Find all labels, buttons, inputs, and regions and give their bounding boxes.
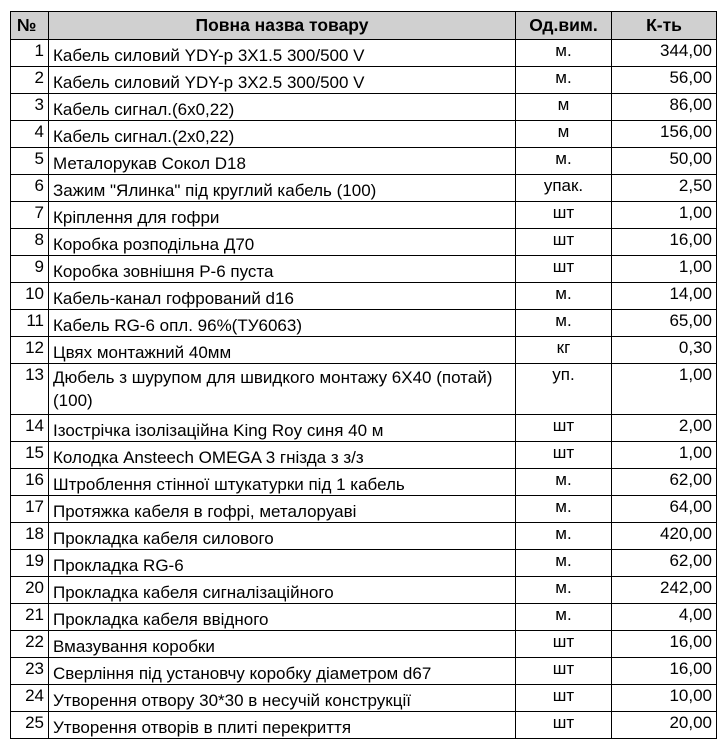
table-row xyxy=(11,94,717,121)
item-quantity: 4,00 xyxy=(612,604,717,631)
table-row xyxy=(11,523,717,550)
item-quantity: 64,00 xyxy=(612,496,717,523)
item-unit: м. xyxy=(516,283,612,310)
item-quantity: 14,00 xyxy=(612,283,717,310)
item-name: Прокладка кабеля ввідного xyxy=(49,604,516,631)
item-unit: шт xyxy=(516,415,612,442)
item-unit: шт xyxy=(516,712,612,739)
row-number: 22 xyxy=(11,631,49,658)
row-number: 14 xyxy=(11,415,49,442)
table-row xyxy=(11,310,717,337)
table-row xyxy=(11,604,717,631)
item-name: Кабель RG-6 опл. 96%(ТУ6063) xyxy=(49,310,516,337)
item-quantity: 344,00 xyxy=(612,40,717,67)
row-number: 9 xyxy=(11,256,49,283)
item-name: Кабель сигнал.(6х0,22) xyxy=(49,94,516,121)
item-quantity: 0,30 xyxy=(612,337,717,364)
item-unit: шт xyxy=(516,229,612,256)
item-name: Утворення отворів в плиті перекриття xyxy=(49,712,516,739)
item-quantity: 1,00 xyxy=(612,256,717,283)
table-row xyxy=(11,496,717,523)
item-unit: м. xyxy=(516,550,612,577)
row-number: 18 xyxy=(11,523,49,550)
item-name: Протяжка кабеля в гофрі, металоруаві xyxy=(49,496,516,523)
table-row xyxy=(11,67,717,94)
item-unit: шт xyxy=(516,442,612,469)
row-number: 19 xyxy=(11,550,49,577)
item-name: Кріплення для гофри xyxy=(49,202,516,229)
row-number: 21 xyxy=(11,604,49,631)
row-number: 6 xyxy=(11,175,49,202)
row-number: 16 xyxy=(11,469,49,496)
item-unit: упак. xyxy=(516,175,612,202)
item-quantity: 2,50 xyxy=(612,175,717,202)
item-quantity: 62,00 xyxy=(612,550,717,577)
table-row xyxy=(11,685,717,712)
item-name: Прокладка кабеля силового xyxy=(49,523,516,550)
row-number: 15 xyxy=(11,442,49,469)
row-number: 13 xyxy=(11,364,49,415)
table-row xyxy=(11,121,717,148)
item-name: Кабель силовий YDY-p 3X1.5 300/500 V xyxy=(49,40,516,67)
item-name: Колодка Ansteech OMEGA 3 гнізда з з/з xyxy=(49,442,516,469)
table-row xyxy=(11,550,717,577)
row-number: 7 xyxy=(11,202,49,229)
item-name: Прокладка RG-6 xyxy=(49,550,516,577)
item-quantity: 1,00 xyxy=(612,442,717,469)
table-row xyxy=(11,577,717,604)
header-name: Повна назва товару xyxy=(49,12,516,40)
table-row xyxy=(11,40,717,67)
item-quantity: 20,00 xyxy=(612,712,717,739)
table-row xyxy=(11,469,717,496)
table-row xyxy=(11,229,717,256)
item-unit: шт xyxy=(516,202,612,229)
item-quantity: 56,00 xyxy=(612,67,717,94)
item-quantity: 65,00 xyxy=(612,310,717,337)
item-unit: шт xyxy=(516,685,612,712)
item-unit: м. xyxy=(516,469,612,496)
item-unit: шт xyxy=(516,256,612,283)
table-row xyxy=(11,658,717,685)
header-num: № xyxy=(11,12,49,40)
item-quantity: 62,00 xyxy=(612,469,717,496)
item-unit: уп. xyxy=(516,364,612,415)
header-row xyxy=(11,12,717,40)
item-name: Цвях монтажний 40мм xyxy=(49,337,516,364)
item-unit: м. xyxy=(516,496,612,523)
item-name: Вмазування коробки xyxy=(49,631,516,658)
table-row xyxy=(11,148,717,175)
row-number: 2 xyxy=(11,67,49,94)
item-name: Коробка зовнішня Р-6 пуста xyxy=(49,256,516,283)
item-unit: шт xyxy=(516,658,612,685)
header-unit: Од.вим. xyxy=(516,12,612,40)
item-unit: м. xyxy=(516,523,612,550)
row-number: 20 xyxy=(11,577,49,604)
item-name: Металорукав Сокол D18 xyxy=(49,148,516,175)
item-name: Штроблення стінної штукатурки під 1 кабель xyxy=(49,469,516,496)
goods-table xyxy=(10,11,717,739)
item-unit: м. xyxy=(516,604,612,631)
item-unit: м. xyxy=(516,148,612,175)
item-name: Зажим "Ялинка" під круглий кабель (100) xyxy=(49,175,516,202)
row-number: 11 xyxy=(11,310,49,337)
item-quantity: 156,00 xyxy=(612,121,717,148)
row-number: 3 xyxy=(11,94,49,121)
item-quantity: 86,00 xyxy=(612,94,717,121)
item-unit: м xyxy=(516,121,612,148)
row-number: 4 xyxy=(11,121,49,148)
item-name: Сверління під установчу коробку діаметром d67 xyxy=(49,658,516,685)
item-name: Кабель силовий YDY-p 3X2.5 300/500 V xyxy=(49,67,516,94)
item-name: Дюбель з шурупом для швидкого монтажу 6X40 (потай) (100) xyxy=(49,364,516,415)
item-unit: м. xyxy=(516,67,612,94)
item-name: Ізострічка ізолізаційна King Roy синя 40 м xyxy=(49,415,516,442)
table-row xyxy=(11,631,717,658)
row-number: 1 xyxy=(11,40,49,67)
item-quantity: 16,00 xyxy=(612,658,717,685)
item-quantity: 10,00 xyxy=(612,685,717,712)
item-quantity: 1,00 xyxy=(612,364,717,415)
item-unit: м xyxy=(516,94,612,121)
item-unit: кг xyxy=(516,337,612,364)
header-qty: К-ть xyxy=(612,12,717,40)
item-quantity: 242,00 xyxy=(612,577,717,604)
item-quantity: 16,00 xyxy=(612,631,717,658)
table-row xyxy=(11,175,717,202)
item-quantity: 1,00 xyxy=(612,202,717,229)
item-quantity: 50,00 xyxy=(612,148,717,175)
table-row xyxy=(11,256,717,283)
item-name: Кабель-канал гофрований d16 xyxy=(49,283,516,310)
table-row xyxy=(11,337,717,364)
item-unit: м. xyxy=(516,577,612,604)
table-row xyxy=(11,283,717,310)
table-row xyxy=(11,442,717,469)
row-number: 5 xyxy=(11,148,49,175)
item-name: Утворення отвору 30*30 в несучій конструкції xyxy=(49,685,516,712)
row-number: 12 xyxy=(11,337,49,364)
item-unit: м. xyxy=(516,40,612,67)
row-number: 25 xyxy=(11,712,49,739)
row-number: 23 xyxy=(11,658,49,685)
table-row xyxy=(11,712,717,739)
table-row xyxy=(11,364,717,415)
item-name: Коробка розподільна Д70 xyxy=(49,229,516,256)
item-quantity: 420,00 xyxy=(612,523,717,550)
row-number: 10 xyxy=(11,283,49,310)
item-quantity: 16,00 xyxy=(612,229,717,256)
row-number: 17 xyxy=(11,496,49,523)
row-number: 8 xyxy=(11,229,49,256)
row-number: 24 xyxy=(11,685,49,712)
item-unit: м. xyxy=(516,310,612,337)
item-name: Кабель сигнал.(2х0,22) xyxy=(49,121,516,148)
table-row xyxy=(11,415,717,442)
item-unit: шт xyxy=(516,631,612,658)
item-name: Прокладка кабеля сигналізаційного xyxy=(49,577,516,604)
item-quantity: 2,00 xyxy=(612,415,717,442)
table-row xyxy=(11,202,717,229)
